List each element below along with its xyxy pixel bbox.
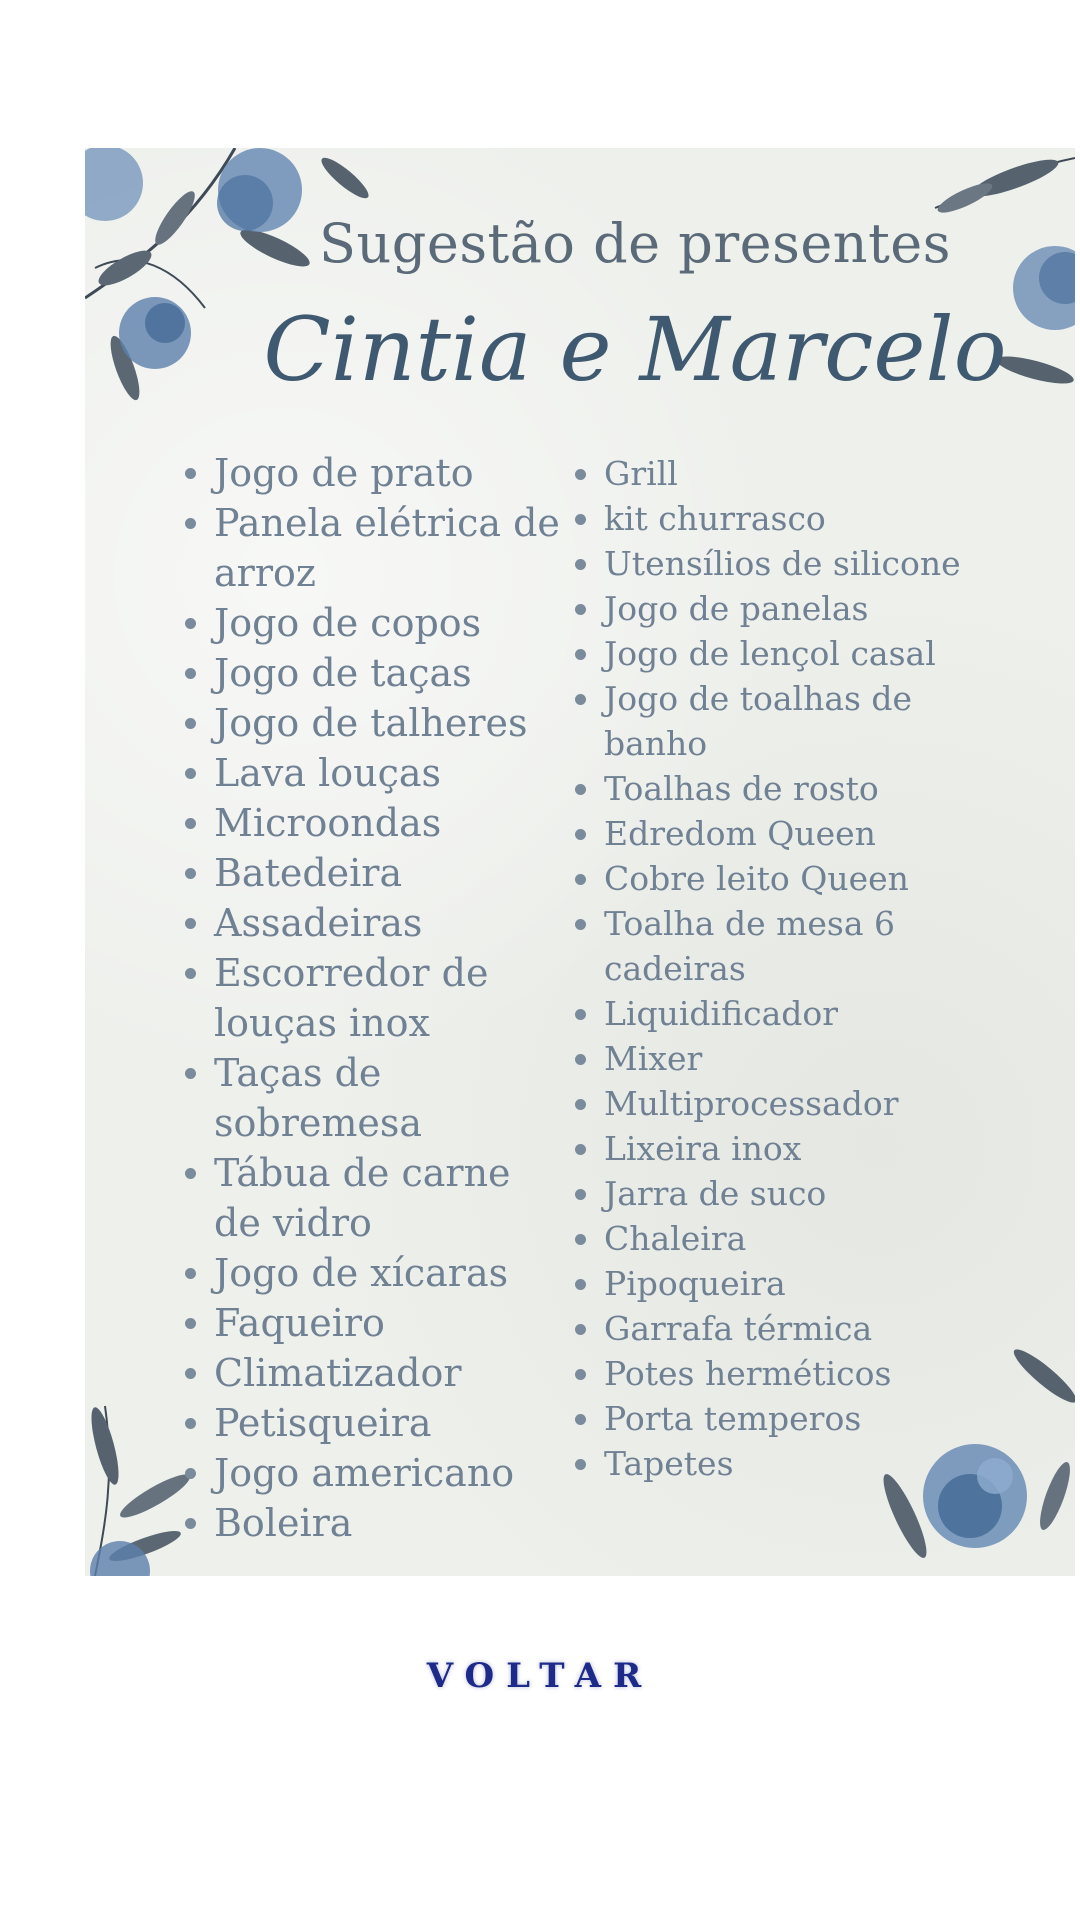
bullet-icon xyxy=(575,559,586,570)
item-label: Escorredor de louças inox xyxy=(214,951,489,1045)
list-item xyxy=(575,1081,995,1126)
list-item xyxy=(185,798,565,848)
bullet-icon xyxy=(575,1459,586,1470)
list-item xyxy=(185,1398,565,1448)
bullet-icon xyxy=(575,604,586,615)
back-link[interactable]: VOLTAR xyxy=(426,1656,654,1696)
bullet-icon xyxy=(575,919,586,930)
list-item xyxy=(575,496,995,541)
item-label: Faqueiro xyxy=(214,1301,385,1345)
item-label: Toalhas de rosto xyxy=(604,769,879,808)
list-item xyxy=(575,1171,995,1216)
bullet-icon xyxy=(185,1268,196,1279)
list-item xyxy=(185,1148,565,1248)
gift-list-right xyxy=(575,451,995,1486)
item-label: Lixeira inox xyxy=(604,1129,802,1168)
bullet-icon xyxy=(575,694,586,705)
bullet-icon xyxy=(575,1144,586,1155)
item-label: Jogo de xícaras xyxy=(214,1251,509,1295)
item-label: Tapetes xyxy=(604,1444,734,1483)
item-label: Jogo americano xyxy=(214,1451,515,1495)
list-item xyxy=(185,948,565,1048)
gift-list-left xyxy=(185,448,565,1548)
item-label: Tábua de carne de vidro xyxy=(214,1151,511,1245)
bullet-icon xyxy=(185,1518,196,1529)
list-item xyxy=(185,1048,565,1148)
item-label: Jogo de taças xyxy=(214,651,472,695)
bullet-icon xyxy=(185,718,196,729)
list-item xyxy=(575,586,995,631)
list-item xyxy=(575,1036,995,1081)
list-item xyxy=(575,901,995,991)
bullet-icon xyxy=(575,514,586,525)
list-item xyxy=(575,1306,995,1351)
item-label: Utensílios de silicone xyxy=(604,544,961,583)
item-label: Edredom Queen xyxy=(604,814,876,853)
item-label: Jogo de panelas xyxy=(604,589,869,628)
list-item xyxy=(575,1261,995,1306)
item-label: Grill xyxy=(604,454,678,493)
list-item xyxy=(185,498,565,598)
bullet-icon xyxy=(185,518,196,529)
bullet-icon xyxy=(575,1009,586,1020)
bullet-icon xyxy=(575,1324,586,1335)
item-label: kit churrasco xyxy=(604,499,826,538)
item-label: Jogo de talheres xyxy=(214,701,528,745)
list-item xyxy=(185,648,565,698)
item-label: Pipoqueira xyxy=(604,1264,786,1303)
bullet-icon xyxy=(185,1068,196,1079)
item-label: Cobre leito Queen xyxy=(604,859,909,898)
bullet-icon xyxy=(185,818,196,829)
item-label: Multiprocessador xyxy=(604,1084,899,1123)
list-item xyxy=(185,848,565,898)
bullet-icon xyxy=(575,829,586,840)
list-item xyxy=(575,856,995,901)
bullet-icon xyxy=(575,1369,586,1380)
item-label: Mixer xyxy=(604,1039,703,1078)
item-label: Climatizador xyxy=(214,1351,462,1395)
list-item xyxy=(185,1298,565,1348)
bullet-icon xyxy=(185,468,196,479)
item-label: Petisqueira xyxy=(214,1401,432,1445)
bullet-icon xyxy=(575,874,586,885)
gift-list-card xyxy=(85,148,1075,1576)
item-label: Jogo de copos xyxy=(214,601,482,645)
card-heading: Sugestão de presentes xyxy=(319,212,951,275)
list-item xyxy=(575,1441,995,1486)
couple-names: Cintia e Marcelo xyxy=(263,298,1007,401)
bullet-icon xyxy=(185,1418,196,1429)
bullet-icon xyxy=(185,1368,196,1379)
list-item xyxy=(575,1351,995,1396)
bullet-icon xyxy=(185,918,196,929)
bullet-icon xyxy=(575,1414,586,1425)
bullet-icon xyxy=(185,1468,196,1479)
item-label: Garrafa térmica xyxy=(604,1309,873,1348)
item-label: Jogo de toalhas de banho xyxy=(604,679,913,763)
bullet-icon xyxy=(575,1234,586,1245)
list-item xyxy=(575,766,995,811)
list-item xyxy=(575,811,995,856)
list-item xyxy=(575,991,995,1036)
item-label: Boleira xyxy=(214,1501,353,1545)
bullet-icon xyxy=(185,1168,196,1179)
list-item xyxy=(575,1396,995,1441)
bullet-icon xyxy=(575,1279,586,1290)
list-item xyxy=(575,451,995,496)
bullet-icon xyxy=(185,968,196,979)
item-label: Jogo de lençol casal xyxy=(604,634,936,673)
list-item xyxy=(185,748,565,798)
list-item xyxy=(185,1248,565,1298)
bullet-icon xyxy=(575,1054,586,1065)
list-item xyxy=(575,676,995,766)
bullet-icon xyxy=(575,649,586,660)
item-label: Panela elétrica de arroz xyxy=(214,501,560,595)
list-item xyxy=(575,1216,995,1261)
item-label: Assadeiras xyxy=(214,901,423,945)
bullet-icon xyxy=(185,1318,196,1329)
item-label: Porta temperos xyxy=(604,1399,862,1438)
bullet-icon xyxy=(575,1099,586,1110)
item-label: Liquidificador xyxy=(604,994,839,1033)
item-label: Jarra de suco xyxy=(604,1174,827,1213)
bullet-icon xyxy=(575,784,586,795)
item-label: Microondas xyxy=(214,801,442,845)
bullet-icon xyxy=(185,868,196,879)
item-label: Taças de sobremesa xyxy=(214,1051,423,1145)
list-item xyxy=(185,1448,565,1498)
item-label: Potes herméticos xyxy=(604,1354,892,1393)
bullet-icon xyxy=(185,668,196,679)
list-item xyxy=(575,1126,995,1171)
bullet-icon xyxy=(575,469,586,480)
item-label: Jogo de prato xyxy=(214,451,474,495)
list-item xyxy=(185,1498,565,1548)
item-label: Batedeira xyxy=(214,851,403,895)
bullet-icon xyxy=(185,618,196,629)
item-label: Lava louças xyxy=(214,751,442,795)
list-item xyxy=(185,898,565,948)
item-label: Chaleira xyxy=(604,1219,747,1258)
list-item xyxy=(185,598,565,648)
list-item xyxy=(185,1348,565,1398)
bullet-icon xyxy=(575,1189,586,1200)
item-label: Toalha de mesa 6 cadeiras xyxy=(604,904,896,988)
bullet-icon xyxy=(185,768,196,779)
list-item xyxy=(185,698,565,748)
list-item xyxy=(575,631,995,676)
list-item xyxy=(185,448,565,498)
list-item xyxy=(575,541,995,586)
